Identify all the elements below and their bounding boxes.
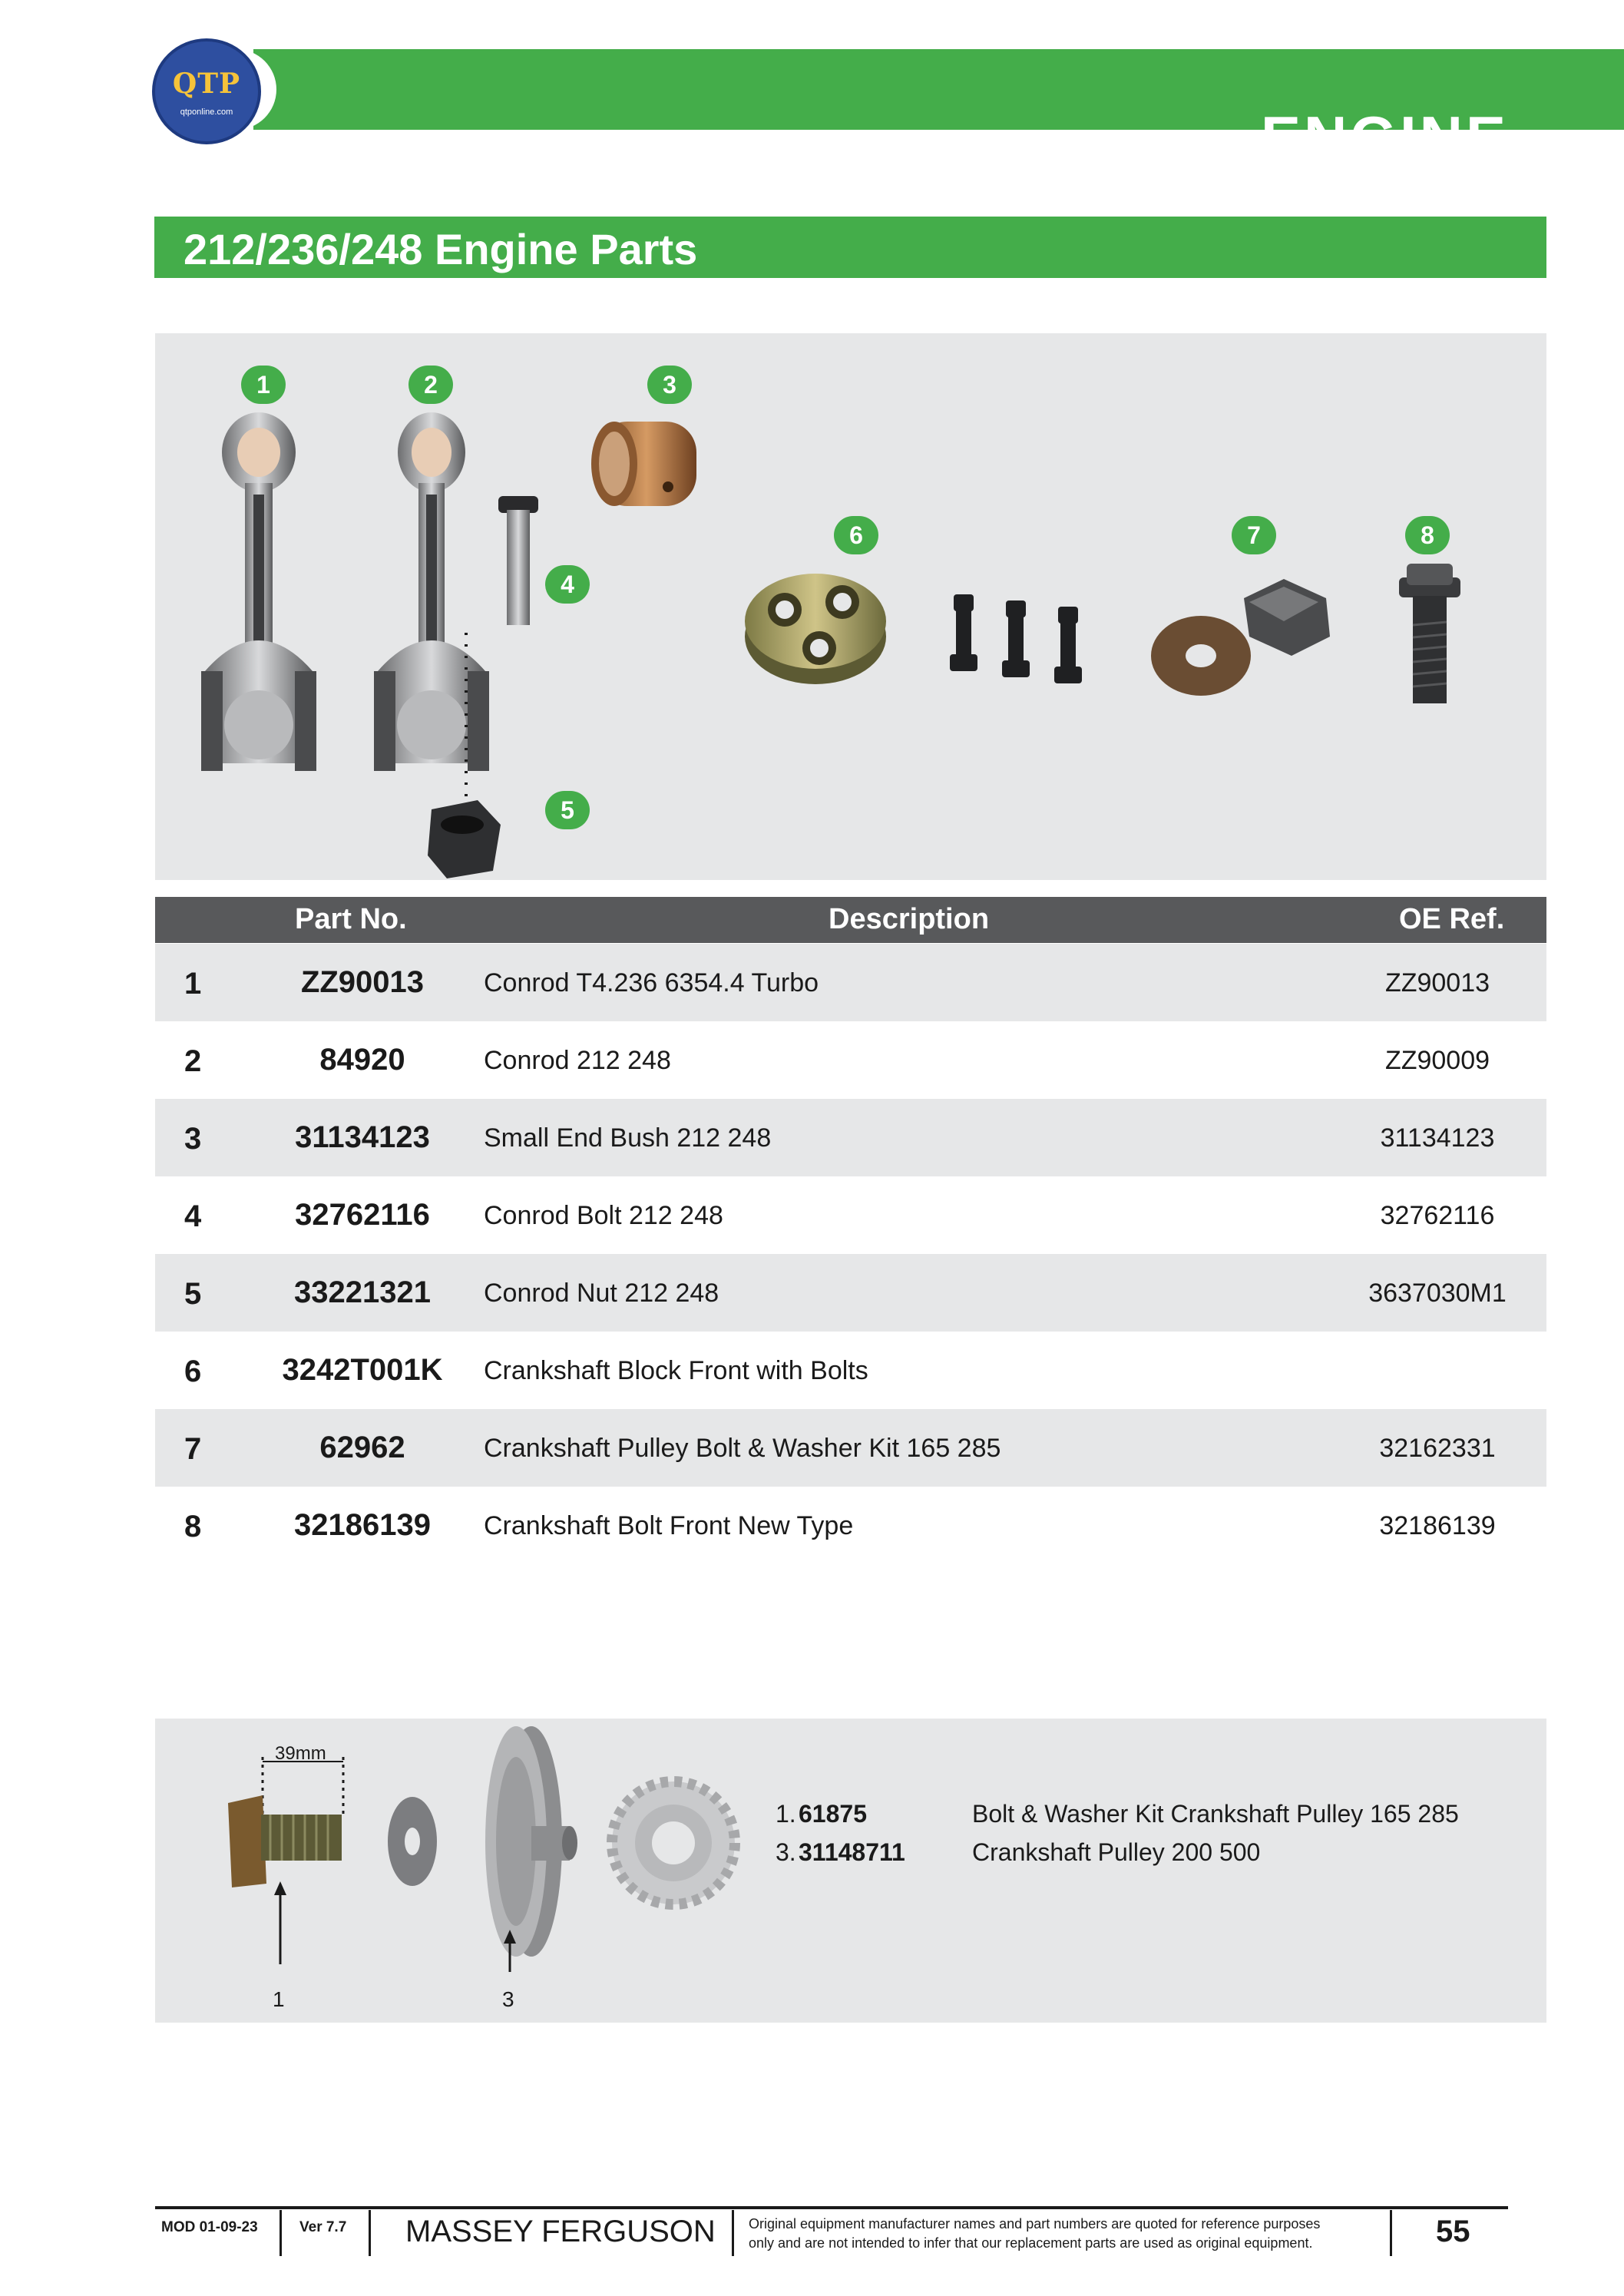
table-row [155, 1176, 1546, 1254]
crankshaft-block-image [745, 574, 1082, 684]
footer-divider [1390, 2210, 1392, 2256]
row-number: 8 [184, 1510, 202, 1543]
row-description: Conrod Bolt 212 248 [484, 1201, 723, 1230]
row-part-no: 32762116 [295, 1198, 430, 1232]
pulley-item-prefix: 3. [776, 1838, 796, 1866]
footer-brand: MASSEY FERGUSON [405, 2215, 716, 2248]
row-description: Crankshaft Bolt Front New Type [484, 1511, 854, 1540]
row-description: Crankshaft Block Front with Bolts [484, 1356, 868, 1385]
row-part-no: 33221321 [294, 1275, 431, 1309]
footer-version: Ver 7.7 [299, 2219, 347, 2235]
callout-2: 2 [408, 366, 453, 404]
pulley-item-prefix: 1. [776, 1800, 796, 1828]
row-oe-ref: ZZ90009 [1384, 1046, 1490, 1075]
callout-7: 7 [1232, 516, 1276, 554]
footer-disclaimer-line-2: only and are not intended to infer that our replacement parts are used as original equipment. [749, 2235, 1313, 2251]
footer-rule [155, 2206, 1508, 2209]
col-part-no: Part No. [295, 903, 407, 935]
pulley-item-description: Bolt & Washer Kit Crankshaft Pulley 165 285 [972, 1800, 1459, 1828]
arrow-label-1: 1 [273, 1987, 285, 2011]
row-oe-ref: 32162331 [1379, 1434, 1496, 1463]
logo-text: QTP [172, 68, 241, 100]
callout-1: 1 [241, 366, 286, 404]
conrod-1-image [201, 412, 316, 771]
table-row [155, 1254, 1546, 1332]
row-description: Conrod T4.236 6354.4 Turbo [484, 968, 819, 997]
row-number: 2 [184, 1044, 202, 1078]
table-row [155, 1099, 1546, 1176]
pulley-item-description: Crankshaft Pulley 200 500 [972, 1838, 1261, 1866]
pulley-item-part-no: 61875 [799, 1800, 867, 1828]
page-title: 212/236/248 Engine Parts [184, 225, 698, 273]
row-part-no: ZZ90013 [300, 965, 425, 999]
callout-8: 8 [1405, 516, 1450, 554]
row-part-no: 3242T001K [282, 1353, 443, 1387]
row-part-no: 62962 [319, 1431, 405, 1464]
row-number: 4 [184, 1199, 202, 1233]
footer-mod-code: MOD 01-09-23 [161, 2219, 258, 2235]
small-end-bush-image [591, 422, 696, 506]
pulley-washer-image [388, 1797, 437, 1886]
conrod-nut-image [428, 800, 501, 878]
table-row [155, 1409, 1546, 1487]
parts-image-panel [155, 333, 1546, 880]
page-number: 55 [1436, 2215, 1470, 2248]
section-label: ENGINE [1260, 104, 1509, 171]
row-oe-ref: 32186139 [1379, 1511, 1496, 1540]
row-number: 5 [184, 1277, 202, 1311]
row-description: Conrod Nut 212 248 [484, 1279, 719, 1308]
conrod-2-image [374, 412, 489, 771]
parts-illustration [155, 333, 1546, 880]
header-band [253, 49, 1624, 171]
callout-6: 6 [834, 516, 878, 554]
crankshaft-pulley-image [485, 1726, 577, 1957]
callout-3: 3 [647, 366, 692, 404]
footer-divider [369, 2210, 371, 2256]
row-oe-ref: ZZ90013 [1384, 968, 1490, 997]
table-row [155, 1487, 1546, 1564]
row-description: Crankshaft Pulley Bolt & Washer Kit 165 285 [484, 1434, 1001, 1463]
table-row [155, 944, 1546, 1021]
table-row [155, 1021, 1546, 1099]
footer-divider [279, 2210, 282, 2256]
col-description: Description [829, 903, 990, 935]
pulley-panel [155, 1719, 1546, 2023]
row-number: 1 [184, 967, 202, 1001]
row-part-no: 31134123 [295, 1120, 430, 1154]
pulley-illustration [155, 1719, 769, 2023]
callout-4: 4 [545, 565, 590, 604]
footer-disclaimer-line-1: Original equipment manufacturer names and part numbers are quoted for reference purposes [749, 2216, 1321, 2231]
table-header [155, 897, 1546, 943]
row-oe-ref: 3637030M1 [1368, 1279, 1507, 1308]
row-description: Small End Bush 212 248 [484, 1123, 772, 1153]
row-part-no: 32186139 [294, 1508, 431, 1542]
pulley-item-part-no: 31148711 [799, 1838, 905, 1866]
row-number: 6 [184, 1355, 202, 1388]
col-oe-ref: OE Ref. [1399, 903, 1505, 935]
footer-divider [732, 2210, 734, 2256]
row-oe-ref: 31134123 [1380, 1123, 1495, 1153]
row-part-no: 84920 [319, 1043, 405, 1077]
crankshaft-bolt-image [1399, 564, 1460, 703]
row-number: 7 [184, 1432, 202, 1466]
pulley-bolt-image [228, 1795, 342, 1887]
pulley-bolt-washer-image [1151, 579, 1330, 696]
arrow-label-3: 3 [502, 1987, 514, 2011]
logo-sub: qtponline.com [180, 108, 233, 117]
row-oe-ref: 32762116 [1380, 1201, 1495, 1230]
callout-5: 5 [545, 791, 590, 829]
crankshaft-gear-image [612, 1782, 735, 1904]
dimension-label: 39mm [275, 1743, 326, 1764]
page-title-bar [154, 217, 1546, 278]
row-number: 3 [184, 1122, 202, 1156]
qtp-logo [152, 38, 261, 144]
table-row [155, 1332, 1546, 1409]
row-description: Conrod 212 248 [484, 1046, 671, 1075]
